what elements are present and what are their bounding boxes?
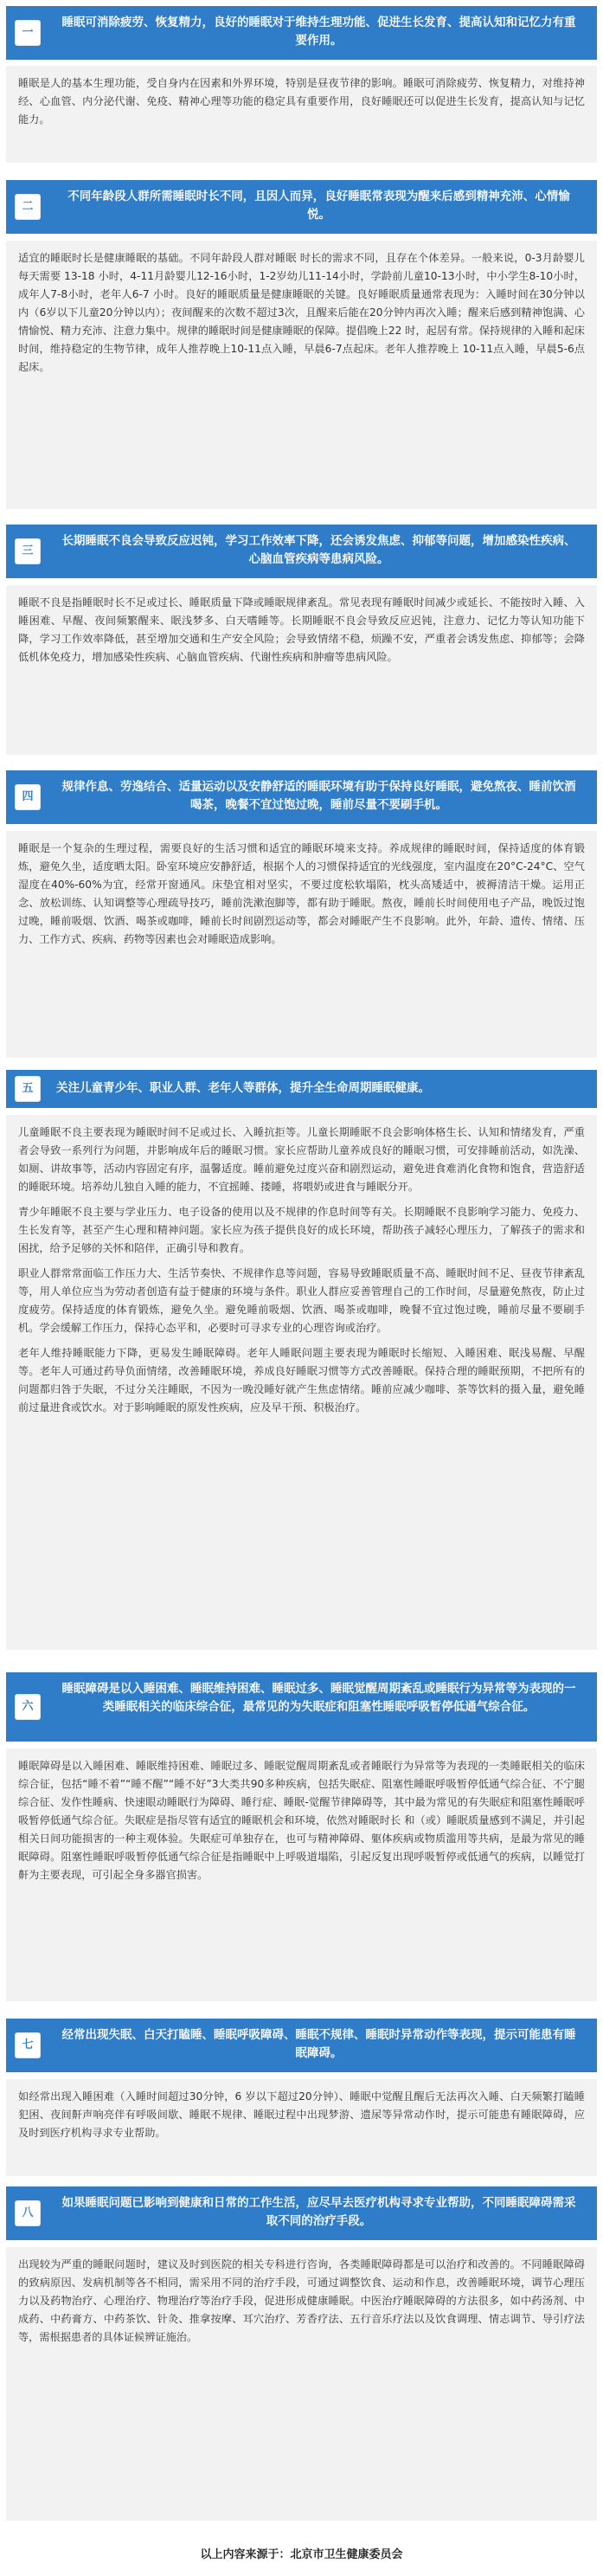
section-6-title: 睡眠障碍是以入睡困难、睡眠维持困难、睡眠过多、睡眠觉醒周期紊乱或睡眠行为异常等为表现的一类睡眠相关的临床综合征，最常见的为失眠症和阻塞性睡眠呼吸暂停低通气综合征。 [61,1682,576,1714]
section-3-paragraph: 睡眠不良是指睡眠时长不足或过长、睡眠质量下降或睡眠规律紊乱。常见表现有睡眠时间减少或延长、不能按时入睡、入睡困难、早醒、夜间频繁醒来、眠浅梦多、白天嗜睡等。长期睡眠不良会导致反应迟钝，注意力、记忆力等认知功能下降，学习工作效率降低，甚至增加交通和生产安全风险；会导致情绪不稳，烦躁不安，严重者会诱发焦虑、抑郁等；会降低机体免疫力，增加感染性疾病、心脑血管疾病、代谢性疾病和肿瘤等患病风险。 [18,596,585,663]
section-5-paragraph-1: 儿童睡眠不良主要表现为睡眠时间不足或过长、入睡抗拒等。儿童长期睡眠不良会影响体格生长、认知和情绪发育，严重者会导致一系列行为问题，并影响成年后的睡眠习惯。家长应帮助儿童养成良好的睡眠习惯，可安排睡前活动，如洗澡、如厕、讲故事等，活动内容固定有序，温馨适度。睡前避免过度兴奋和剧烈运动，避免进食难消化食物和饱食，营造舒适的睡眠环境。培养幼儿独自入睡的能力，不宜摇睡、搂睡，将喂奶或进食与睡眠分开。 [18,1126,585,1193]
section-2-header [6,180,597,234]
section-5-paragraph-2: 青少年睡眠不良主要与学业压力、电子设备的使用以及不规律的作息时间等有关。长期睡眠不良影响学习能力、免疫力、生长发育等，甚至产生心理和精神问题。家长应为孩子提供良好的成长环境，帮助孩子减轻心理压力，了解孩子的需求和困扰，给予足够的关怀和陪伴，正确引导和教育。 [18,1206,585,1254]
section-3-header [6,525,597,578]
section-3-body [6,585,597,755]
section-3-title: 长期睡眠不良会导致反应迟钝，学习工作效率下降，还会诱发焦虑、抑郁等问题，增加感染性疾病、心脑血管疾病等患病风险。 [61,534,576,566]
section-6-header [6,1672,597,1742]
section-8-title: 如果睡眠问题已影响到健康和日常的工作生活，应尽早去医疗机构寻求专业帮助，不同睡眠障碍需采取不同的治疗手段。 [61,2196,576,2228]
section-8-body [6,2247,597,2521]
section-5-paragraph-4: 老年人维持睡眠能力下降，更易发生睡眠障碍。老年人睡眠问题主要表现为睡眠时长缩短、入睡困难、眠浅易醒、早醒等。老年人可通过药导负面情绪，改善睡眠环境，养成良好睡眠习惯等方式改善睡眠。保持合理的睡眠预期，不把所有的问题都归咎于失眠，不过分关注睡眠，不因为一晚没睡好就产生焦虑情绪。睡前应减少咖啡、茶等饮料的摄入量，避免睡前过量进食或饮水。对于影响睡眠的原发性疾病，应及早干预、积极治疗。 [18,1347,585,1414]
section-4-header [6,770,597,824]
section-5-body [6,1115,597,1650]
section-7-title: 经常出现失眠、白天打瞌睡、睡眠呼吸障碍、睡眠不规律、睡眠时异常动作等表现，提示可能患有睡眠障碍。 [61,2028,576,2060]
section-7-header [6,2019,597,2072]
section-5-paragraph-3: 职业人群常常面临工作压力大、生活节奏快、不规律作息等问题，容易导致睡眠质量不高、睡眠时间不足、昼夜节律紊乱等，用人单位应当为劳动者创造有益于健康的环境与条件。职业人群应妥善管理自己的工作时间，尽量避免熬夜，防止过度疲劳。保持适度的体育锻炼，避免久坐。避免睡前吸烟、饮酒、喝茶或咖啡，晚餐不宜过饱过晚，睡前尽量不要刷手机。学会缓解工作压力，保持心态平和，必要时可寻求专业的心理咨询或治疗。 [18,1267,585,1334]
section-4-body [6,831,597,1058]
section-7-paragraph: 如经常出现入睡困难（入睡时间超过30分钟，6 岁以下超过20分钟）、睡眠中觉醒且醒后无法再次入睡、白天频繁打瞌睡犯困、夜间鼾声响亮伴有呼吸间歇、睡眠不规律、睡眠过程中出现梦游、遗尿等异常动作时，提示可能患有睡眠障碍，应及时到医疗机构寻求专业帮助。 [18,2090,585,2139]
section-1-paragraph: 睡眠是人的基本生理功能，受自身内在因素和外界环境，特别是昼夜节律的影响。睡眠可消除疲劳、恢复精力，对维持神经、心血管、内分泌代谢、免疫、精神心理等功能的稳定具有重要作用，良好睡眠还可以促进生长发育，提高认知与记忆能力。 [18,77,585,126]
section-8-header [6,2186,597,2240]
section-6-number: 六 [15,1694,41,1720]
section-7-body [6,2079,597,2176]
section-2-body [6,241,597,509]
section-2-title: 不同年龄段人群所需睡眠时长不同，且因人而异，良好睡眠常表现为醒来后感到精神充沛、心情愉悦。 [67,190,570,222]
section-1-header [6,6,597,60]
section-2-number: 二 [15,194,41,220]
section-4-paragraph: 睡眠是一个复杂的生理过程，需要良好的生活习惯和适宜的睡眠环境来支持。养成规律的睡眠时间，保持适度的体育锻炼，避免久坐，适度晒太阳。卧室环境应安静舒适，根据个人的习惯保持适宜的光线强度，室内温度在20°C-24°C、空气湿度在40%-60%为宜，经常开窗通风。床垫宜相对坚实，不要过度松软塌陷，枕头高矮适中，被褥清洁干燥。运用正念、放松训练、认知调整等心理疏导技巧，睡前洗漱泡脚等，都有助于睡眠。熬夜，睡前长时间使用电子产品，晚饭过饱过晚，睡前吸烟、饮酒、喝茶或咖啡，睡前长时间剧烈运动等，都会对睡眠产生不良影响。此外，年龄、遗传、情绪、压力、工作方式、疾病、药物等因素也会对睡眠造成影响。 [18,842,585,945]
section-3-number: 三 [15,538,41,564]
section-4-title: 规律作息、劳逸结合、适量运动以及安静舒适的睡眠环境有助于保持良好睡眠，避免熬夜、睡前饮酒喝茶，晚餐不宜过饱过晚，睡前尽量不要刷手机。 [61,780,576,812]
section-5-header [6,1070,597,1108]
section-7-number: 七 [15,2032,41,2058]
section-8-paragraph: 出现较为严重的睡眠问题时，建议及时到医院的相关专科进行咨询，各类睡眠障碍都是可以治疗和改善的。不同睡眠障碍的致病原因、发病机制等各不相同，需采用不同的治疗手段，可通过调整饮食、运动和作息，改善睡眠环境，调节心理压力以及药物治疗、心理治疗、物理治疗等治疗手段，促进形成健康睡眠。中医治疗睡眠障碍的方法很多，如中药汤剂、中成药、中药膏方、中药茶饮、针灸、推拿按摩、耳穴治疗、芳香疗法、五行音乐疗法以及饮食调理、情志调节、导引疗法等，需根据患者的具体证候辨证施治。 [18,2258,585,2343]
section-6-body [6,1748,597,2001]
section-5-number: 五 [15,1076,41,1102]
section-1-number: 一 [15,20,41,46]
source-footer: 以上内容来源于：北京市卫生健康委员会 [200,2548,403,2561]
section-6-paragraph: 睡眠障碍是以入睡困难、睡眠维持困难、睡眠过多、睡眠觉醒周期紊乱或者睡眠行为异常等为表现的一类睡眠相关的临床 综合征，包括“睡不着”“睡不醒”“睡不好”3大类共90多种疾病，包括失眠症、阻塞性睡眠呼吸暂停低通气综合征、不宁腿综合征、发作性睡病、快速眼动睡眠行为障碍、睡行症、睡眠-觉醒节律障碍等，其中最为常见的有失眠症和阻塞性睡眠呼吸暂停低通气综合征。失眠症是指尽管有适宜的睡眠机会和环境，依然对睡眠时长 和（或）睡眠质量感到不满足，并引起相关日间功能损害的一种主观体验。失眠症可单独存在，也可与精神障碍、躯体疾病或物质滥用等共病，是最为常见的睡眠障碍。阻塞性睡眠呼吸暂停低通气综合征是指睡眠中上呼吸道塌陷，引起反复出现呼吸暂停或低通气的疾病，以睡觉打鼾为主要表现，可引起全身多器官损害。 [18,1760,585,1881]
section-4-number: 四 [15,784,41,810]
section-1-title: 睡眠可消除疲劳、恢复精力，良好的睡眠对于维持生理功能、促进生长发育、提高认知和记忆力有重要作用。 [61,16,576,48]
section-8-number: 八 [15,2200,41,2226]
section-2-paragraph: 适宜的睡眠时长是健康睡眠的基础。不同年龄段人群对睡眠 时长的需求不同，且存在个体差异。一般来说，0-3月龄婴儿每天需要 13-18 小时，4-11月龄婴儿12-16小时，1-2岁幼儿11-14小时，学龄前儿童10-13小时，中小学生8-10小时，成年人7-8小时，老年人6-7 小时。良好的睡眠质量是健康睡眠的关键。良好睡眠质量通常表现为：入睡时间在30分钟以内（6岁以下儿童20分钟以内）；夜间醒来的次数不超过3次，且醒来后能在20分钟内再次入睡；醒来后感到精神饱满、心情愉悦、精力充沛、注意力集中。规律的睡眠时间是健康睡眠的保障。提倡晚上22 时，起居有常。保持规律的入睡和起床时间，维持稳定的生物节律，成年人推荐晚上10-11点入睡，早晨6-7点起床。老年人推荐晚上 10-11点入睡，早晨5-6点起床。 [18,252,585,373]
section-5-title: 关注儿童青少年、职业人群、老年人等群体，提升全生命周期睡眠健康。 [56,1081,430,1095]
section-1-body [6,66,597,163]
